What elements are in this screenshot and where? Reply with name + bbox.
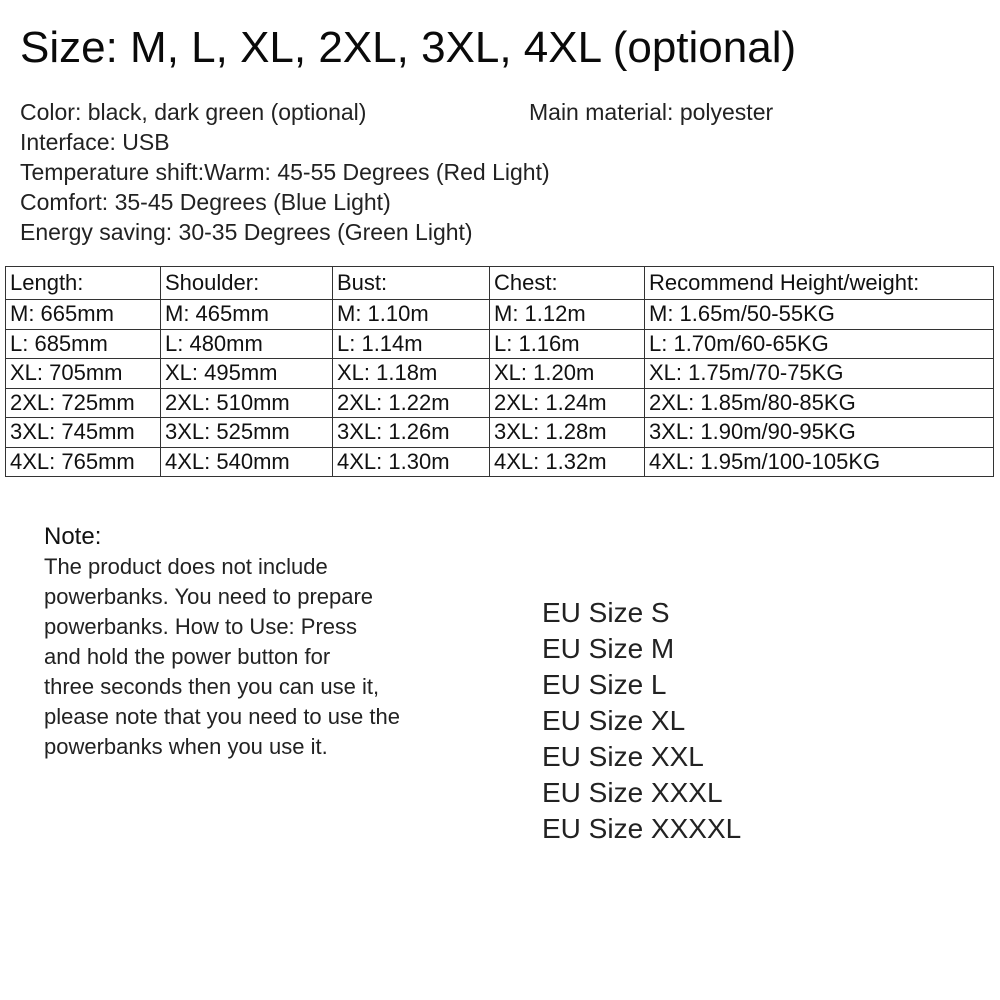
table-cell: L: 685mm [6,329,161,359]
table-cell: 4XL: 1.32m [490,447,645,477]
table-cell: L: 1.70m/60-65KG [645,329,994,359]
table-row [6,418,994,448]
table-cell: 2XL: 1.22m [333,388,490,418]
table-cell: 4XL: 540mm [161,447,333,477]
eu-size-xxl: EU Size XXL [542,741,704,772]
table-cell: 3XL: 1.26m [333,418,490,448]
table-cell: XL: 1.75m/70-75KG [645,359,994,389]
spec-interface: Interface: USB [20,129,170,155]
table-cell: XL: 705mm [6,359,161,389]
note-line: three seconds then you can use it, [44,674,380,699]
header-length: Length: [6,267,161,300]
table-cell: L: 1.14m [333,329,490,359]
table-cell: L: 480mm [161,329,333,359]
table-cell: 4XL: 1.30m [333,447,490,477]
table-cell: L: 1.16m [490,329,645,359]
header-recommend-height-weight: Recommend Height/weight: [645,267,994,300]
header-shoulder: Shoulder: [161,267,333,300]
table-cell: M: 1.12m [490,300,645,330]
spec-comfort: Comfort: 35-45 Degrees (Blue Light) [20,189,391,215]
eu-size-l: EU Size L [542,669,667,700]
eu-size-s: EU Size S [542,597,670,628]
eu-size-xl: EU Size XL [542,705,686,736]
table-cell: 3XL: 1.28m [490,418,645,448]
table-cell: 3XL: 525mm [161,418,333,448]
size-chart-table [5,266,994,477]
table-row [6,388,994,418]
table-cell: 2XL: 725mm [6,388,161,418]
table-cell: M: 1.10m [333,300,490,330]
note-line: The product does not include [44,554,328,579]
header-bust: Bust: [333,267,490,300]
table-cell: 4XL: 765mm [6,447,161,477]
note-line: please note that you need to use the [44,704,400,729]
table-cell: 4XL: 1.95m/100-105KG [645,447,994,477]
table-cell: M: 465mm [161,300,333,330]
table-cell: M: 1.65m/50-55KG [645,300,994,330]
table-row [6,329,994,359]
spec-color: Color: black, dark green (optional) [20,99,367,125]
eu-size-m: EU Size M [542,633,675,664]
table-row [6,447,994,477]
table-row [6,300,994,330]
size-title: Size: M, L, XL, 2XL, 3XL, 4XL (optional) [20,23,797,72]
spec-material: Main material: polyester [529,99,774,125]
table-cell: XL: 1.18m [333,359,490,389]
note-line: powerbanks when you use it. [44,734,328,759]
table-cell: 2XL: 510mm [161,388,333,418]
note-line: powerbanks. You need to prepare [44,584,374,609]
note-line: powerbanks. How to Use: Press [44,614,358,639]
table-cell: 2XL: 1.85m/80-85KG [645,388,994,418]
note-line: and hold the power button for [44,644,331,669]
header-chest: Chest: [490,267,645,300]
table-cell: XL: 495mm [161,359,333,389]
table-row [6,359,994,389]
table-header-row [6,267,994,300]
spec-energy-saving: Energy saving: 30-35 Degrees (Green Light) [20,219,473,245]
table-cell: 3XL: 745mm [6,418,161,448]
table-cell: 2XL: 1.24m [490,388,645,418]
spec-temperature: Temperature shift:Warm: 45-55 Degrees (Red Light) [20,159,550,185]
eu-size-xxxl: EU Size XXXL [542,777,723,808]
table-cell: XL: 1.20m [490,359,645,389]
table-cell: M: 665mm [6,300,161,330]
table-cell: 3XL: 1.90m/90-95KG [645,418,994,448]
eu-size-xxxxl: EU Size XXXXL [542,813,742,844]
note-title: Note: [44,523,102,550]
